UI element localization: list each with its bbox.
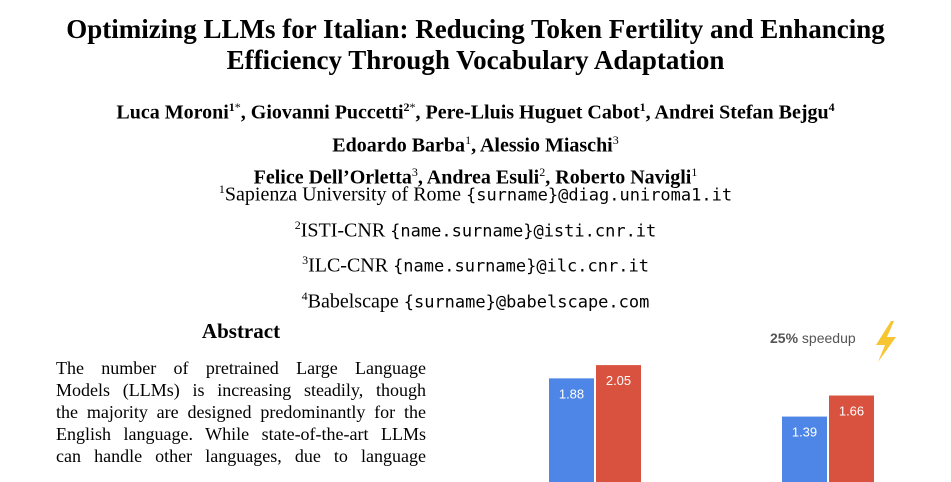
affiliation-org: Sapienza University of Rome [224, 183, 461, 206]
affiliation-email: {name.surname}@ilc.cnr.it [393, 256, 649, 277]
author-affil-sup: 1 [465, 132, 472, 147]
affiliation-2 [0, 211, 951, 247]
author-mark: * [409, 100, 416, 114]
affiliation-sup: 3 [302, 253, 309, 268]
author-name: Luca Moroni [116, 101, 229, 124]
bar-value-label: 1.88 [558, 386, 585, 402]
affiliation-3 [0, 246, 951, 282]
abstract-line: English language. While state-of-the-art LLMs [56, 424, 426, 444]
bar-value-label: 2.05 [605, 373, 632, 389]
author-name: Felice Dell’Orletta [253, 166, 412, 189]
affiliation-1 [0, 175, 951, 211]
abstract-line: Models (LLMs) is increasing steadily, though [56, 380, 426, 400]
affiliation-org: ISTI-CNR [300, 219, 386, 242]
title-line-1: Optimizing LLMs for Italian: Reducing Token Fertility and Enhancing [66, 14, 885, 44]
author-sep: , [417, 166, 427, 189]
author-affil-sup: 1 [691, 165, 698, 180]
affiliation-email: {name.surname}@isti.cnr.it [390, 221, 657, 242]
affiliation-sup: 2 [294, 217, 301, 232]
affiliation-org: ILC-CNR [308, 254, 389, 277]
affiliation-list [0, 175, 951, 318]
author-affil-sup: 3 [411, 165, 418, 180]
author-sep: , [645, 101, 655, 124]
author-affil-sup: 4 [828, 100, 835, 114]
author-affil-sup: 2 [539, 165, 546, 180]
bar-value-label: 1.66 [838, 403, 865, 419]
bar-value-label: 1.39 [791, 424, 818, 440]
author-name: Andrea Esuli [426, 166, 540, 189]
author-name: Andrei Stefan Bejgu [654, 101, 829, 124]
author-affil-sup: 3 [612, 132, 619, 147]
author-affil-sup: 1 [639, 100, 646, 114]
speedup-bar-chart [520, 310, 951, 482]
speedup-annotation: 25% speedup [770, 330, 856, 346]
abstract-line: can handle other languages, due to language [56, 446, 426, 466]
affiliation-sup: 1 [218, 182, 225, 196]
affiliation-org: Babelscape [307, 290, 399, 313]
author-mark: * [234, 100, 241, 114]
lightning-icon [876, 321, 896, 362]
paper-title [0, 14, 951, 76]
title-line-2: Efficiency Through Vocabulary Adaptation [226, 45, 725, 75]
author-name: Roberto Navigli [555, 166, 692, 189]
abstract-line: the majority are designed predominantly for the [56, 402, 426, 422]
abstract-text [56, 357, 426, 467]
author-affil-sup: 1 [228, 100, 235, 114]
author-name: Pere-Lluis Huguet Cabot [425, 101, 640, 124]
affiliation-sup: 4 [301, 288, 308, 303]
abstract-heading: Abstract [201, 319, 281, 343]
author-line-1 [0, 94, 951, 127]
author-name: Alessio Miaschi [479, 134, 613, 157]
author-sep: , [415, 101, 426, 124]
author-sep: , [240, 101, 251, 124]
author-sep: , [545, 166, 556, 189]
affiliation-email: {surname}@diag.uniroma1.it [465, 185, 733, 206]
author-sep: , [471, 134, 480, 157]
abstract-line: The number of pretrained Large Language [56, 358, 426, 378]
author-name: Edoardo Barba [332, 134, 466, 157]
affiliation-email: {surname}@babelscape.com [403, 292, 650, 313]
author-affil-sup: 2 [403, 100, 410, 114]
author-line-2 [0, 127, 951, 160]
author-name: Giovanni Puccetti [250, 101, 404, 124]
